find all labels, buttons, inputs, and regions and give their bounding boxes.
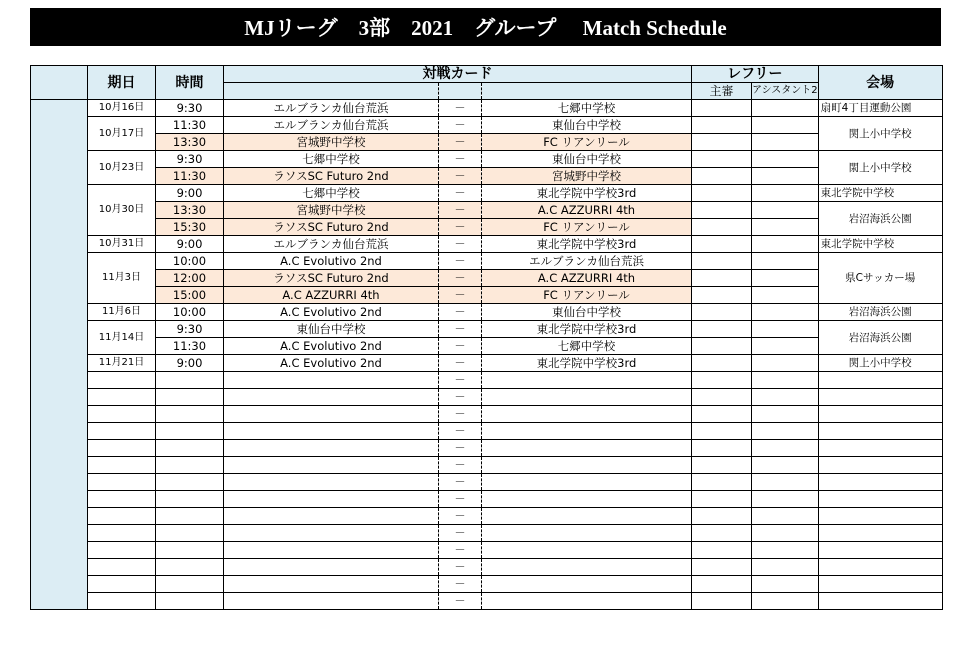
home-team: エルブランカ仙台荒浜 — [224, 236, 439, 253]
empty-assistant — [752, 525, 819, 542]
empty-row — [31, 525, 943, 542]
empty-home — [224, 576, 439, 593]
empty-home — [224, 406, 439, 423]
match-time: 9:30 — [156, 321, 224, 338]
empty-assistant — [752, 406, 819, 423]
away-team: FC リアンリール — [482, 134, 692, 151]
venue: 岩沼海浜公園 — [818, 321, 942, 355]
empty-time — [156, 389, 224, 406]
empty-away — [482, 372, 692, 389]
empty-row — [31, 406, 943, 423]
empty-time — [156, 542, 224, 559]
empty-assistant — [752, 576, 819, 593]
empty-date — [88, 508, 156, 525]
match-dash: － — [439, 304, 482, 321]
match-time: 11:30 — [156, 117, 224, 134]
empty-date — [88, 525, 156, 542]
table-header — [31, 66, 943, 100]
away-team: 東仙台中学校 — [482, 151, 692, 168]
empty-date — [88, 474, 156, 491]
empty-venue — [818, 457, 942, 474]
empty-venue — [818, 525, 942, 542]
empty-date — [88, 406, 156, 423]
match-time: 12:00 — [156, 270, 224, 287]
match-schedule-table — [30, 65, 943, 610]
empty-main-referee — [692, 593, 752, 610]
match-time: 10:00 — [156, 253, 224, 270]
match-time: 11:30 — [156, 338, 224, 355]
main-referee-cell — [692, 355, 752, 372]
assistant-referee-cell — [752, 202, 819, 219]
empty-date — [88, 389, 156, 406]
match-dash: － — [439, 338, 482, 355]
empty-main-referee — [692, 508, 752, 525]
main-referee-cell — [692, 338, 752, 355]
empty-away — [482, 423, 692, 440]
match-dash: － — [439, 100, 482, 117]
empty-away — [482, 457, 692, 474]
empty-time — [156, 593, 224, 610]
match-time: 9:30 — [156, 151, 224, 168]
empty-main-referee — [692, 542, 752, 559]
empty-away — [482, 559, 692, 576]
match-time: 11:30 — [156, 168, 224, 185]
empty-main-referee — [692, 576, 752, 593]
table-row — [31, 100, 943, 117]
match-dash: － — [439, 117, 482, 134]
away-team: 七郷中学校 — [482, 338, 692, 355]
table-body — [31, 100, 943, 610]
empty-date — [88, 491, 156, 508]
assistant-referee-cell — [752, 355, 819, 372]
venue: 関上小中学校 — [818, 355, 942, 372]
away-team: 東北学院中学校3rd — [482, 355, 692, 372]
table-row — [31, 236, 943, 253]
venue: 閖上小中学校 — [818, 151, 942, 185]
away-team: FC リアンリール — [482, 287, 692, 304]
empty-dash: － — [439, 525, 482, 542]
home-team: 宮城野中学校 — [224, 134, 439, 151]
match-dash: － — [439, 202, 482, 219]
away-team: 東北学院中学校3rd — [482, 236, 692, 253]
assistant-referee-cell — [752, 287, 819, 304]
empty-row — [31, 559, 943, 576]
main-referee-cell — [692, 202, 752, 219]
empty-dash: － — [439, 559, 482, 576]
match-dash: － — [439, 355, 482, 372]
empty-away — [482, 542, 692, 559]
empty-dash: － — [439, 372, 482, 389]
away-team: A.C AZZURRI 4th — [482, 270, 692, 287]
home-team: ラソスSC Futuro 2nd — [224, 219, 439, 236]
match-date: 10月31日 — [88, 236, 156, 253]
home-team: エルブランカ仙台荒浜 — [224, 100, 439, 117]
main-referee-cell — [692, 253, 752, 270]
match-dash: － — [439, 270, 482, 287]
empty-assistant — [752, 542, 819, 559]
empty-venue — [818, 474, 942, 491]
header-date: 期日 — [88, 66, 156, 100]
empty-date — [88, 593, 156, 610]
empty-time — [156, 423, 224, 440]
empty-assistant — [752, 474, 819, 491]
empty-dash: － — [439, 440, 482, 457]
assistant-referee-cell — [752, 219, 819, 236]
empty-away — [482, 593, 692, 610]
empty-venue — [818, 372, 942, 389]
empty-venue — [818, 542, 942, 559]
empty-time — [156, 457, 224, 474]
table-row — [31, 355, 943, 372]
match-date: 10月23日 — [88, 151, 156, 185]
header-assistant2: アシスタント2 — [752, 83, 819, 100]
empty-date — [88, 423, 156, 440]
main-referee-cell — [692, 270, 752, 287]
venue: 扇町4丁目運動公園 — [818, 100, 942, 117]
main-referee-cell — [692, 134, 752, 151]
empty-home — [224, 372, 439, 389]
home-team: A.C AZZURRI 4th — [224, 287, 439, 304]
home-team: A.C Evolutivo 2nd — [224, 338, 439, 355]
empty-home — [224, 508, 439, 525]
home-team: 東仙台中学校 — [224, 321, 439, 338]
table-row — [31, 219, 943, 236]
empty-away — [482, 474, 692, 491]
venue: 関上小中学校 — [818, 117, 942, 151]
match-date: 11月14日 — [88, 321, 156, 355]
empty-main-referee — [692, 440, 752, 457]
empty-time — [156, 372, 224, 389]
table-row — [31, 202, 943, 219]
empty-dash: － — [439, 457, 482, 474]
empty-row — [31, 508, 943, 525]
assistant-referee-cell — [752, 321, 819, 338]
away-team: 宮城野中学校 — [482, 168, 692, 185]
header-referee: レフリー — [692, 66, 819, 83]
empty-assistant — [752, 423, 819, 440]
empty-date — [88, 372, 156, 389]
empty-dash: － — [439, 491, 482, 508]
match-date: 11月21日 — [88, 355, 156, 372]
empty-venue — [818, 440, 942, 457]
home-team: ラソスSC Futuro 2nd — [224, 168, 439, 185]
assistant-referee-cell — [752, 270, 819, 287]
empty-venue — [818, 593, 942, 610]
empty-time — [156, 491, 224, 508]
empty-away — [482, 508, 692, 525]
main-referee-cell — [692, 321, 752, 338]
empty-date — [88, 559, 156, 576]
assistant-referee-cell — [752, 253, 819, 270]
empty-dash: － — [439, 389, 482, 406]
empty-venue — [818, 559, 942, 576]
main-referee-cell — [692, 100, 752, 117]
match-dash: － — [439, 287, 482, 304]
match-dash: － — [439, 219, 482, 236]
match-time: 9:30 — [156, 100, 224, 117]
empty-time — [156, 474, 224, 491]
empty-home — [224, 525, 439, 542]
main-referee-cell — [692, 168, 752, 185]
empty-date — [88, 542, 156, 559]
assistant-referee-cell — [752, 134, 819, 151]
empty-away — [482, 525, 692, 542]
match-date: 11月3日 — [88, 253, 156, 304]
match-dash: － — [439, 151, 482, 168]
assistant-referee-cell — [752, 185, 819, 202]
empty-main-referee — [692, 372, 752, 389]
empty-dash: － — [439, 576, 482, 593]
empty-row — [31, 593, 943, 610]
empty-home — [224, 491, 439, 508]
match-time: 10:00 — [156, 304, 224, 321]
header-venue: 会場 — [818, 66, 942, 100]
assistant-referee-cell — [752, 338, 819, 355]
home-team: 七郷中学校 — [224, 185, 439, 202]
table-row — [31, 151, 943, 168]
empty-venue — [818, 423, 942, 440]
empty-assistant — [752, 372, 819, 389]
empty-assistant — [752, 491, 819, 508]
empty-main-referee — [692, 559, 752, 576]
empty-home — [224, 559, 439, 576]
home-team: A.C Evolutivo 2nd — [224, 304, 439, 321]
empty-venue — [818, 406, 942, 423]
main-referee-cell — [692, 117, 752, 134]
main-referee-cell — [692, 151, 752, 168]
empty-row — [31, 576, 943, 593]
match-date: 10月16日 — [88, 100, 156, 117]
empty-venue — [818, 508, 942, 525]
away-team: 東仙台中学校 — [482, 117, 692, 134]
match-dash: － — [439, 185, 482, 202]
away-team: 七郷中学校 — [482, 100, 692, 117]
header-away-blank — [482, 83, 692, 100]
empty-home — [224, 440, 439, 457]
empty-home — [224, 542, 439, 559]
empty-row — [31, 423, 943, 440]
venue: 県Cサッカー場 — [818, 253, 942, 304]
away-team: 東北学院中学校3rd — [482, 321, 692, 338]
home-team: エルブランカ仙台荒浜 — [224, 117, 439, 134]
empty-row — [31, 389, 943, 406]
header-match-card: 対戦カード — [224, 66, 692, 83]
assistant-referee-cell — [752, 100, 819, 117]
empty-time — [156, 525, 224, 542]
match-dash: － — [439, 236, 482, 253]
match-time: 13:30 — [156, 202, 224, 219]
empty-venue — [818, 576, 942, 593]
empty-venue — [818, 389, 942, 406]
empty-main-referee — [692, 525, 752, 542]
empty-main-referee — [692, 457, 752, 474]
empty-main-referee — [692, 406, 752, 423]
empty-home — [224, 593, 439, 610]
match-dash: － — [439, 134, 482, 151]
empty-time — [156, 559, 224, 576]
empty-date — [88, 440, 156, 457]
empty-home — [224, 457, 439, 474]
empty-assistant — [752, 389, 819, 406]
table-row — [31, 134, 943, 151]
assistant-referee-cell — [752, 304, 819, 321]
empty-dash: － — [439, 508, 482, 525]
empty-main-referee — [692, 423, 752, 440]
empty-row — [31, 372, 943, 389]
table-row — [31, 253, 943, 270]
away-team: 東北学院中学校3rd — [482, 185, 692, 202]
match-dash: － — [439, 321, 482, 338]
match-date: 10月17日 — [88, 117, 156, 151]
table-row — [31, 321, 943, 338]
home-team: 七郷中学校 — [224, 151, 439, 168]
empty-home — [224, 474, 439, 491]
empty-assistant — [752, 559, 819, 576]
header-main-referee: 主審 — [692, 83, 752, 100]
venue: 東北学院中学校 — [818, 236, 942, 253]
away-team: 東仙台中学校 — [482, 304, 692, 321]
empty-time — [156, 508, 224, 525]
empty-time — [156, 576, 224, 593]
away-team: A.C AZZURRI 4th — [482, 202, 692, 219]
empty-row — [31, 491, 943, 508]
table-row — [31, 287, 943, 304]
empty-dash: － — [439, 593, 482, 610]
empty-venue — [818, 491, 942, 508]
table-row — [31, 304, 943, 321]
empty-row — [31, 457, 943, 474]
match-time: 15:00 — [156, 287, 224, 304]
empty-main-referee — [692, 491, 752, 508]
match-dash: － — [439, 168, 482, 185]
empty-dash: － — [439, 542, 482, 559]
empty-away — [482, 406, 692, 423]
empty-row — [31, 542, 943, 559]
venue: 岩沼海浜公園 — [818, 304, 942, 321]
home-team: ラソスSC Futuro 2nd — [224, 270, 439, 287]
match-time: 9:00 — [156, 185, 224, 202]
empty-time — [156, 406, 224, 423]
header-corner — [31, 66, 88, 100]
main-referee-cell — [692, 287, 752, 304]
match-time: 9:00 — [156, 236, 224, 253]
match-date: 10月30日 — [88, 185, 156, 236]
match-time: 9:00 — [156, 355, 224, 372]
header-home-blank — [224, 83, 439, 100]
empty-dash: － — [439, 406, 482, 423]
match-time: 15:30 — [156, 219, 224, 236]
empty-main-referee — [692, 389, 752, 406]
table-row — [31, 185, 943, 202]
page-title: MJリーグ 3部 2021 グループ Match Schedule — [30, 8, 941, 46]
empty-date — [88, 576, 156, 593]
row-side-blank — [31, 100, 88, 610]
table-row — [31, 117, 943, 134]
empty-time — [156, 440, 224, 457]
empty-away — [482, 491, 692, 508]
empty-home — [224, 423, 439, 440]
header-time: 時間 — [156, 66, 224, 100]
empty-assistant — [752, 508, 819, 525]
away-team: エルブランカ仙台荒浜 — [482, 253, 692, 270]
empty-away — [482, 440, 692, 457]
assistant-referee-cell — [752, 151, 819, 168]
empty-assistant — [752, 457, 819, 474]
assistant-referee-cell — [752, 168, 819, 185]
venue: 岩沼海浜公園 — [818, 202, 942, 236]
main-referee-cell — [692, 185, 752, 202]
empty-home — [224, 389, 439, 406]
empty-assistant — [752, 593, 819, 610]
empty-dash: － — [439, 423, 482, 440]
venue: 東北学院中学校 — [818, 185, 942, 202]
main-referee-cell — [692, 219, 752, 236]
empty-main-referee — [692, 474, 752, 491]
table-row — [31, 270, 943, 287]
empty-date — [88, 457, 156, 474]
empty-assistant — [752, 440, 819, 457]
match-date: 11月6日 — [88, 304, 156, 321]
away-team: FC リアンリール — [482, 219, 692, 236]
assistant-referee-cell — [752, 117, 819, 134]
empty-row — [31, 474, 943, 491]
match-time: 13:30 — [156, 134, 224, 151]
main-referee-cell — [692, 304, 752, 321]
empty-away — [482, 576, 692, 593]
table-row — [31, 338, 943, 355]
home-team: 宮城野中学校 — [224, 202, 439, 219]
header-dash-blank — [439, 83, 482, 100]
match-dash: － — [439, 253, 482, 270]
home-team: A.C Evolutivo 2nd — [224, 355, 439, 372]
table-row — [31, 168, 943, 185]
assistant-referee-cell — [752, 236, 819, 253]
home-team: A.C Evolutivo 2nd — [224, 253, 439, 270]
main-referee-cell — [692, 236, 752, 253]
empty-row — [31, 440, 943, 457]
empty-dash: － — [439, 474, 482, 491]
empty-away — [482, 389, 692, 406]
